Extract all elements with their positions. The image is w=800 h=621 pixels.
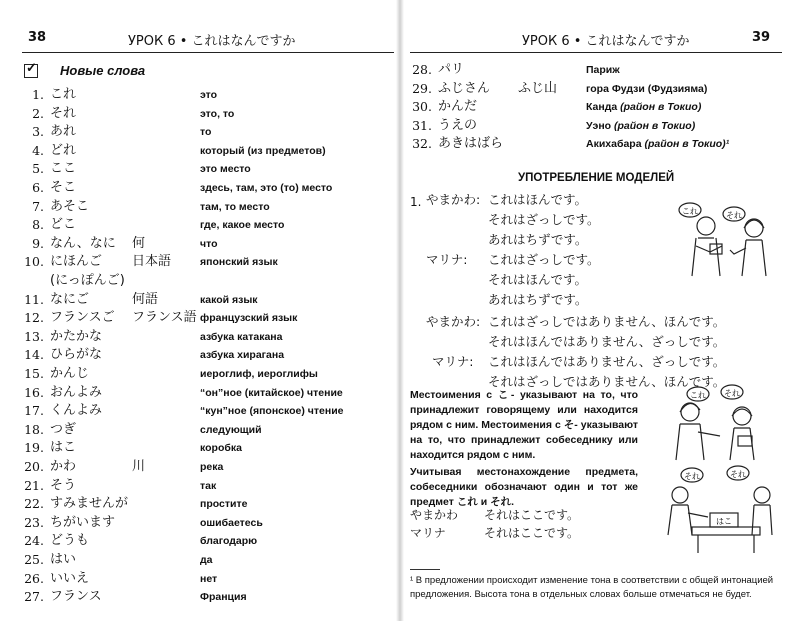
vocab-number: 10. bbox=[24, 254, 44, 270]
dialog-line: あれはちずです。 bbox=[488, 232, 588, 247]
vocab-number: 2. bbox=[32, 105, 44, 121]
vocab-row bbox=[0, 105, 400, 123]
running-header: УРОК 6 • これはなんですか bbox=[522, 34, 690, 49]
vocab-translation: это bbox=[200, 89, 218, 101]
vocab-number: 17. bbox=[24, 403, 44, 419]
page-number: 38 bbox=[28, 30, 47, 45]
vocab-kana: ふじさん bbox=[438, 80, 491, 96]
dialog-line: それはここです。 bbox=[484, 508, 580, 522]
vocab-row bbox=[0, 458, 400, 476]
translation-text: Канда bbox=[586, 101, 621, 114]
vocab-kana: かたかな bbox=[50, 328, 103, 344]
dialog-speaker: マリナ: bbox=[432, 354, 474, 369]
vocab-translation: японский язык bbox=[200, 256, 278, 269]
vocab-row bbox=[0, 123, 400, 141]
translation-text: Уэно bbox=[586, 119, 615, 132]
header-rule bbox=[410, 52, 782, 53]
vocab-number: 11. bbox=[24, 291, 44, 307]
vocab-number: 19. bbox=[24, 440, 44, 456]
vocab-row bbox=[0, 291, 400, 309]
vocab-number: 30. bbox=[412, 99, 432, 115]
vocab-kana: それ bbox=[50, 105, 77, 121]
vocab-kana: ひらがな bbox=[50, 347, 103, 363]
vocab-number: 29. bbox=[412, 80, 432, 96]
vocab-number: 15. bbox=[24, 366, 44, 381]
speech-bubble-text: これ bbox=[682, 207, 698, 216]
vocab-row bbox=[0, 402, 400, 420]
vocab-kana: かんじ bbox=[50, 366, 90, 381]
vocab-translation: простите bbox=[200, 498, 248, 511]
dialog-speaker: マリナ: bbox=[426, 252, 468, 267]
vocab-kana: どれ bbox=[50, 142, 77, 158]
vocab-translation: какой язык bbox=[200, 293, 258, 306]
speech-bubble-text: それ bbox=[724, 389, 740, 398]
vocab-kana: フランス bbox=[50, 589, 102, 605]
checkbox-icon bbox=[24, 64, 38, 78]
vocab-kana: パリ bbox=[438, 62, 465, 77]
vocab-number: 4. bbox=[32, 142, 44, 158]
vocab-number: 23. bbox=[24, 514, 44, 530]
vocab-number: 28. bbox=[412, 62, 432, 77]
vocab-kana: つぎ bbox=[50, 421, 77, 437]
vocab-kanji: 何語 bbox=[132, 291, 159, 307]
vocab-row bbox=[400, 135, 800, 153]
vocab-translation: коробка bbox=[200, 442, 242, 455]
vocab-translation bbox=[586, 98, 701, 116]
vocab-kana: どうも bbox=[50, 533, 90, 549]
vocab-kana: ちがいます bbox=[50, 514, 116, 530]
vocab-row bbox=[0, 198, 400, 216]
vocab-row bbox=[400, 117, 800, 135]
vocab-number: 25. bbox=[24, 552, 44, 567]
vocab-row bbox=[0, 253, 400, 271]
dialog-line: これはほんです。 bbox=[488, 192, 588, 207]
vocab-row bbox=[0, 477, 400, 495]
paragraph-location: Учитывая местонахождение предмета, собеседники обозначают один и тот же предмет これ и それ. bbox=[410, 466, 638, 508]
vocab-kanji: 川 bbox=[132, 459, 146, 474]
vocab-translation bbox=[586, 117, 695, 135]
vocab-row bbox=[0, 216, 400, 234]
vocab-translation: там, то место bbox=[200, 200, 270, 213]
vocab-row bbox=[0, 514, 400, 532]
section-title: Новые слова bbox=[60, 63, 146, 78]
vocab-kana: あれ bbox=[50, 124, 77, 140]
vocab-translation: это, то bbox=[200, 107, 235, 120]
vocab-number: 20. bbox=[24, 459, 44, 474]
vocab-translation: благодарю bbox=[200, 535, 258, 548]
vocab-number: 3. bbox=[32, 124, 44, 140]
vocab-translation: азбука катакана bbox=[200, 330, 283, 343]
vocab-kana: そう bbox=[50, 477, 77, 493]
vocab-kana: おんよみ bbox=[50, 384, 103, 400]
illustration-box-on-table bbox=[662, 465, 780, 555]
vocab-number: 22. bbox=[24, 496, 44, 512]
vocab-translation: что bbox=[200, 237, 218, 250]
vocab-kanji: ふじ山 bbox=[518, 80, 558, 96]
vocab-translation: ошибаетесь bbox=[200, 516, 263, 529]
speech-bubble-text: これ bbox=[690, 391, 706, 400]
vocab-row bbox=[0, 328, 400, 346]
vocab-translation bbox=[586, 80, 707, 98]
vocab-number: 8. bbox=[32, 217, 44, 233]
vocab-number: 18. bbox=[24, 421, 44, 437]
vocab-kana: これ bbox=[50, 87, 77, 102]
vocab-row bbox=[400, 98, 800, 116]
vocab-number: 14. bbox=[24, 347, 44, 363]
vocab-translation: здесь, там, это (то) место bbox=[200, 182, 333, 194]
dialog-line: これはざっしです。 bbox=[488, 252, 600, 267]
vocab-row bbox=[0, 86, 400, 104]
header-rule bbox=[22, 52, 394, 53]
vocab-number: 7. bbox=[32, 198, 44, 214]
vocab-row bbox=[0, 384, 400, 402]
vocab-kanji: フランス語 bbox=[132, 310, 197, 326]
vocab-row bbox=[0, 570, 400, 588]
usage-section-title: УПОТРЕБЛЕНИЕ МОДЕЛЕЙ bbox=[518, 172, 675, 184]
vocab-translation: который (из предметов) bbox=[200, 144, 326, 157]
vocab-row bbox=[0, 495, 400, 513]
vocab-kana: そこ bbox=[50, 180, 77, 195]
vocab-row bbox=[0, 588, 400, 606]
dialog-speaker: やまかわ: bbox=[426, 192, 481, 207]
translation-note: (район в Токио) bbox=[620, 101, 702, 114]
vocab-translation: да bbox=[200, 554, 213, 566]
dialog-line: それはほんではありません、ざっしです。 bbox=[488, 334, 726, 349]
dialog-line: それはここです。 bbox=[484, 526, 580, 540]
vocab-row bbox=[0, 365, 400, 383]
page-number: 39 bbox=[752, 30, 771, 45]
vocab-kana: かんだ bbox=[438, 99, 478, 115]
vocab-kana: あきはばら bbox=[438, 136, 504, 152]
vocab-number: 1. bbox=[32, 87, 44, 102]
vocab-number: 13. bbox=[24, 328, 44, 344]
dialog-line: それはざっしです。 bbox=[488, 212, 600, 227]
vocab-kana: はこ bbox=[50, 440, 77, 456]
vocab-row bbox=[0, 160, 400, 178]
dialog-line: それはほんです。 bbox=[488, 272, 588, 287]
vocab-translation bbox=[586, 61, 620, 79]
footnote: ¹ В предложении происходит изменение тона в соответствии с общей интонацией предложения. Высота тона в отдельных словах больше отмечаться не будет. bbox=[410, 575, 774, 600]
right-page bbox=[400, 0, 800, 621]
speech-bubble-text: それ bbox=[684, 472, 700, 481]
vocab-translation: “кун”ное (японское) чтение bbox=[200, 405, 344, 418]
vocab-kanji: 日本語 bbox=[132, 254, 172, 270]
vocab-number: 27. bbox=[24, 589, 44, 605]
dialog-speaker: やまかわ: bbox=[426, 314, 481, 329]
dialog-line: それはざっしではありません、ほんです。 bbox=[488, 374, 726, 389]
vocab-kana: ここ bbox=[50, 161, 77, 177]
vocab-row bbox=[400, 61, 800, 79]
vocab-kana: なにご bbox=[50, 291, 90, 307]
vocab-number: 21. bbox=[24, 477, 44, 493]
vocab-row bbox=[0, 551, 400, 569]
translation-text: Акихабара bbox=[586, 138, 645, 151]
vocab-row bbox=[0, 142, 400, 160]
translation-note: (район в Токио) bbox=[614, 119, 696, 132]
vocab-translation: “он”ное (китайское) чтение bbox=[200, 386, 343, 399]
vocab-translation: Франция bbox=[200, 591, 247, 604]
vocab-translation: нет bbox=[200, 572, 218, 585]
translation-note: (район в Токио)¹ bbox=[644, 138, 730, 151]
vocab-number: 32. bbox=[412, 136, 432, 152]
footnote-rule bbox=[410, 569, 440, 570]
vocab-kana: どこ bbox=[50, 217, 77, 233]
vocab-translation: следующий bbox=[200, 423, 262, 436]
vocab-row bbox=[0, 272, 400, 290]
dialog-number: 1. bbox=[410, 195, 422, 209]
vocab-kana: うえの bbox=[438, 117, 478, 133]
vocab-row bbox=[0, 179, 400, 197]
illustration-two-people-book bbox=[676, 196, 786, 278]
vocab-translation bbox=[586, 135, 729, 153]
vocab-translation: это место bbox=[200, 163, 251, 176]
vocab-row bbox=[0, 421, 400, 439]
vocab-number: 9. bbox=[32, 235, 44, 251]
vocab-kana: かわ bbox=[50, 459, 77, 474]
vocab-row bbox=[400, 80, 800, 98]
vocab-translation: азбука хирагана bbox=[200, 349, 285, 362]
vocab-number: 31. bbox=[412, 117, 432, 133]
vocab-kana: にほんご bbox=[50, 254, 103, 270]
vocab-kana: いいえ bbox=[50, 570, 90, 586]
vocab-row bbox=[0, 309, 400, 327]
vocab-number: 16. bbox=[24, 384, 44, 400]
vocab-number: 26. bbox=[24, 570, 44, 586]
vocab-number: 12. bbox=[24, 310, 44, 326]
running-header: УРОК 6 • これはなんですか bbox=[128, 34, 296, 49]
dialog-speaker: マリナ bbox=[410, 526, 446, 540]
vocab-kana: すみませんが bbox=[50, 496, 129, 512]
translation-text: гора Фудзи (Фудзияма) bbox=[586, 82, 708, 95]
vocab-kana: なん、なに bbox=[50, 235, 116, 251]
vocab-row bbox=[0, 235, 400, 253]
vocab-kanji: 何 bbox=[132, 235, 146, 251]
vocab-row bbox=[0, 346, 400, 364]
translation-text: Париж bbox=[586, 64, 620, 76]
vocab-translation: иероглиф, иероглифы bbox=[200, 368, 318, 380]
dialog-line: これはほんではありません、ざっしです。 bbox=[488, 354, 726, 369]
vocab-translation: река bbox=[200, 461, 224, 473]
box-label: はこ bbox=[716, 517, 732, 526]
paragraph-pronouns: Местоимения с こ- указывают на то, что принадлежит говорящему или находится рядом с ним. Местоимения с そ- указывают на то, что принадлежит собеседнику или находится рядом с ним. bbox=[410, 389, 638, 461]
vocab-kana: あそこ bbox=[50, 198, 90, 214]
vocab-number: 6. bbox=[32, 180, 44, 195]
vocab-number: 5. bbox=[32, 161, 44, 177]
vocab-kana: はい bbox=[50, 552, 77, 567]
vocab-translation: то bbox=[200, 126, 212, 139]
vocab-translation: так bbox=[200, 479, 217, 492]
dialog-line: これはざっしではありません、ほんです。 bbox=[488, 314, 726, 329]
illustration-pointing bbox=[650, 382, 780, 462]
dialog-speaker: やまかわ bbox=[410, 508, 459, 522]
vocab-row bbox=[0, 532, 400, 550]
speech-bubble-text: それ bbox=[730, 470, 746, 479]
vocab-translation: французский язык bbox=[200, 312, 298, 325]
vocab-number: 24. bbox=[24, 533, 44, 549]
vocab-row bbox=[0, 439, 400, 457]
vocab-kana: くんよみ bbox=[50, 403, 103, 419]
vocab-kana: フランスご bbox=[50, 310, 115, 326]
speech-bubble-text: それ bbox=[726, 211, 742, 220]
vocab-translation: где, какое место bbox=[200, 219, 285, 232]
dialog-line: あれはちずです。 bbox=[488, 292, 588, 307]
vocab-kana: (にっぽんご) bbox=[50, 273, 125, 288]
